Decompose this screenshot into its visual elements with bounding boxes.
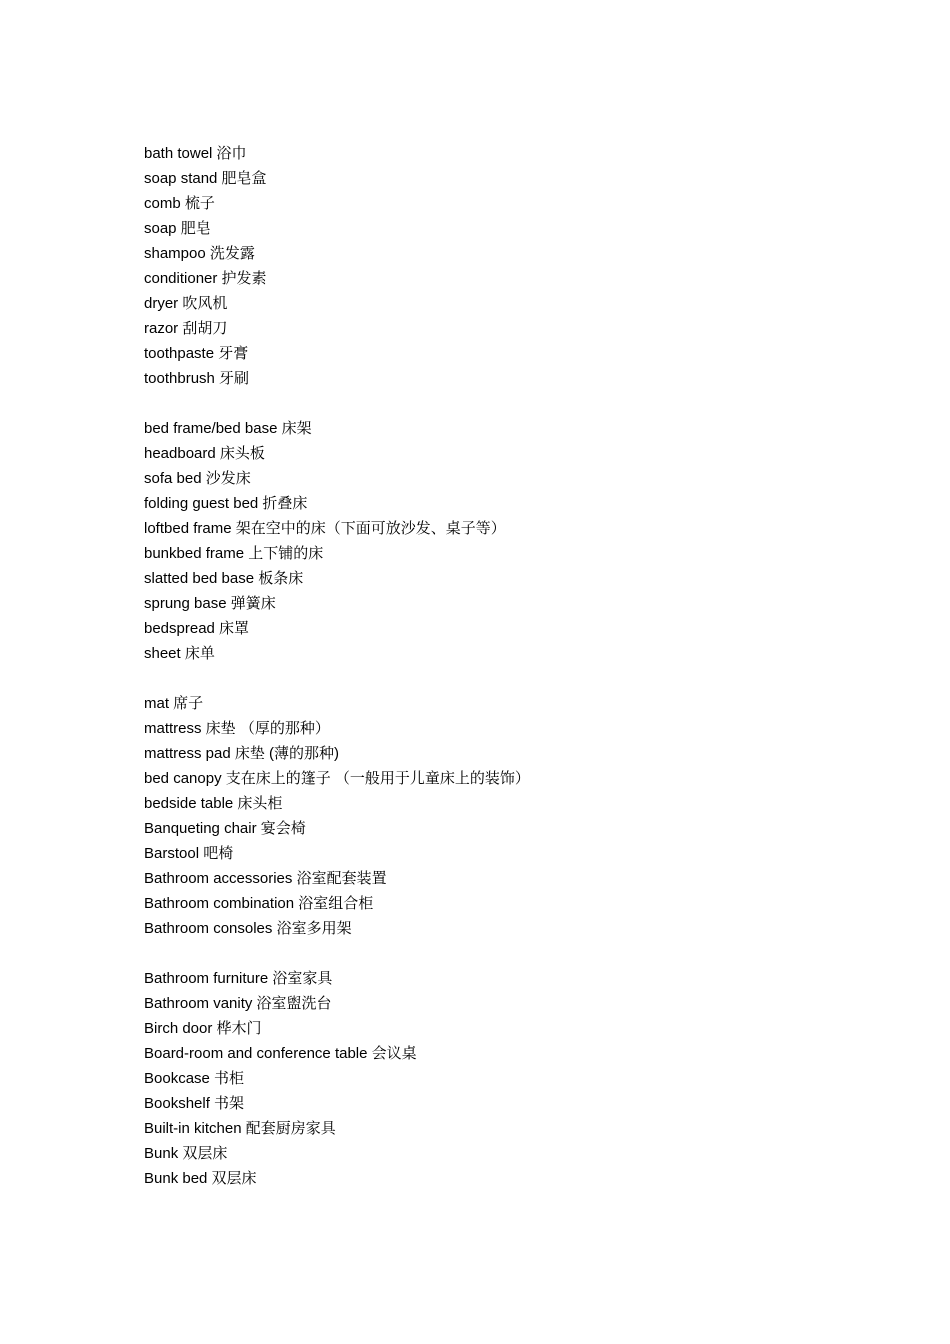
vocabulary-list xyxy=(144,141,904,1216)
list-item: mattress pad 床垫 (薄的那种) xyxy=(144,745,340,762)
vocabulary-group-bedding-furniture xyxy=(144,691,904,941)
list-item: razor 刮胡刀 xyxy=(144,320,228,337)
vocabulary-group-furniture xyxy=(144,966,904,1191)
list-item: Bookshelf 书架 xyxy=(144,1095,245,1112)
list-item: slatted bed base 板条床 xyxy=(144,570,304,587)
list-item: bedspread 床罩 xyxy=(144,620,250,637)
list-item: Bathroom consoles 浴室多用架 xyxy=(144,920,352,937)
list-item: folding guest bed 折叠床 xyxy=(144,495,308,512)
list-item: bath towel 浴巾 xyxy=(144,145,247,162)
list-item: loftbed frame 架在空中的床（下面可放沙发、桌子等） xyxy=(144,520,506,537)
list-item: bunkbed frame 上下铺的床 xyxy=(144,545,324,562)
vocabulary-group-beds xyxy=(144,416,904,666)
list-item: soap stand 肥皂盒 xyxy=(144,170,267,187)
vocabulary-group-bathroom-items xyxy=(144,141,904,391)
list-item: conditioner 护发素 xyxy=(144,270,267,287)
list-item: Built-in kitchen 配套厨房家具 xyxy=(144,1120,336,1137)
list-item: Bunk 双层床 xyxy=(144,1145,228,1162)
list-item: sprung base 弹簧床 xyxy=(144,595,276,612)
list-item: mat 席子 xyxy=(144,695,204,712)
list-item: headboard 床头板 xyxy=(144,445,265,462)
list-item: Board-room and conference table 会议桌 xyxy=(144,1045,417,1062)
list-item: soap 肥皂 xyxy=(144,220,211,237)
list-item: Birch door 桦木门 xyxy=(144,1020,262,1037)
list-item: sheet 床单 xyxy=(144,645,215,662)
list-item: Bathroom furniture 浴室家具 xyxy=(144,970,333,987)
list-item: Bookcase 书柜 xyxy=(144,1070,245,1087)
list-item: Barstool 吧椅 xyxy=(144,845,234,862)
list-item: mattress 床垫 （厚的那种） xyxy=(144,720,330,737)
list-item: toothbrush 牙刷 xyxy=(144,370,250,387)
list-item: sofa bed 沙发床 xyxy=(144,470,251,487)
list-item: shampoo 洗发露 xyxy=(144,245,255,262)
list-item: bed frame/bed base 床架 xyxy=(144,420,312,437)
list-item: bedside table 床头柜 xyxy=(144,795,283,812)
list-item: bed canopy 支在床上的篷子 （一般用于儿童床上的装饰） xyxy=(144,770,530,787)
list-item: Bunk bed 双层床 xyxy=(144,1170,257,1187)
list-item: Bathroom vanity 浴室盥洗台 xyxy=(144,995,332,1012)
list-item: Bathroom combination 浴室组合柜 xyxy=(144,895,374,912)
list-item: dryer 吹风机 xyxy=(144,295,228,312)
list-item: toothpaste 牙膏 xyxy=(144,345,249,362)
list-item: Bathroom accessories 浴室配套装置 xyxy=(144,870,387,887)
list-item: Banqueting chair 宴会椅 xyxy=(144,820,306,837)
list-item: comb 梳子 xyxy=(144,195,215,212)
